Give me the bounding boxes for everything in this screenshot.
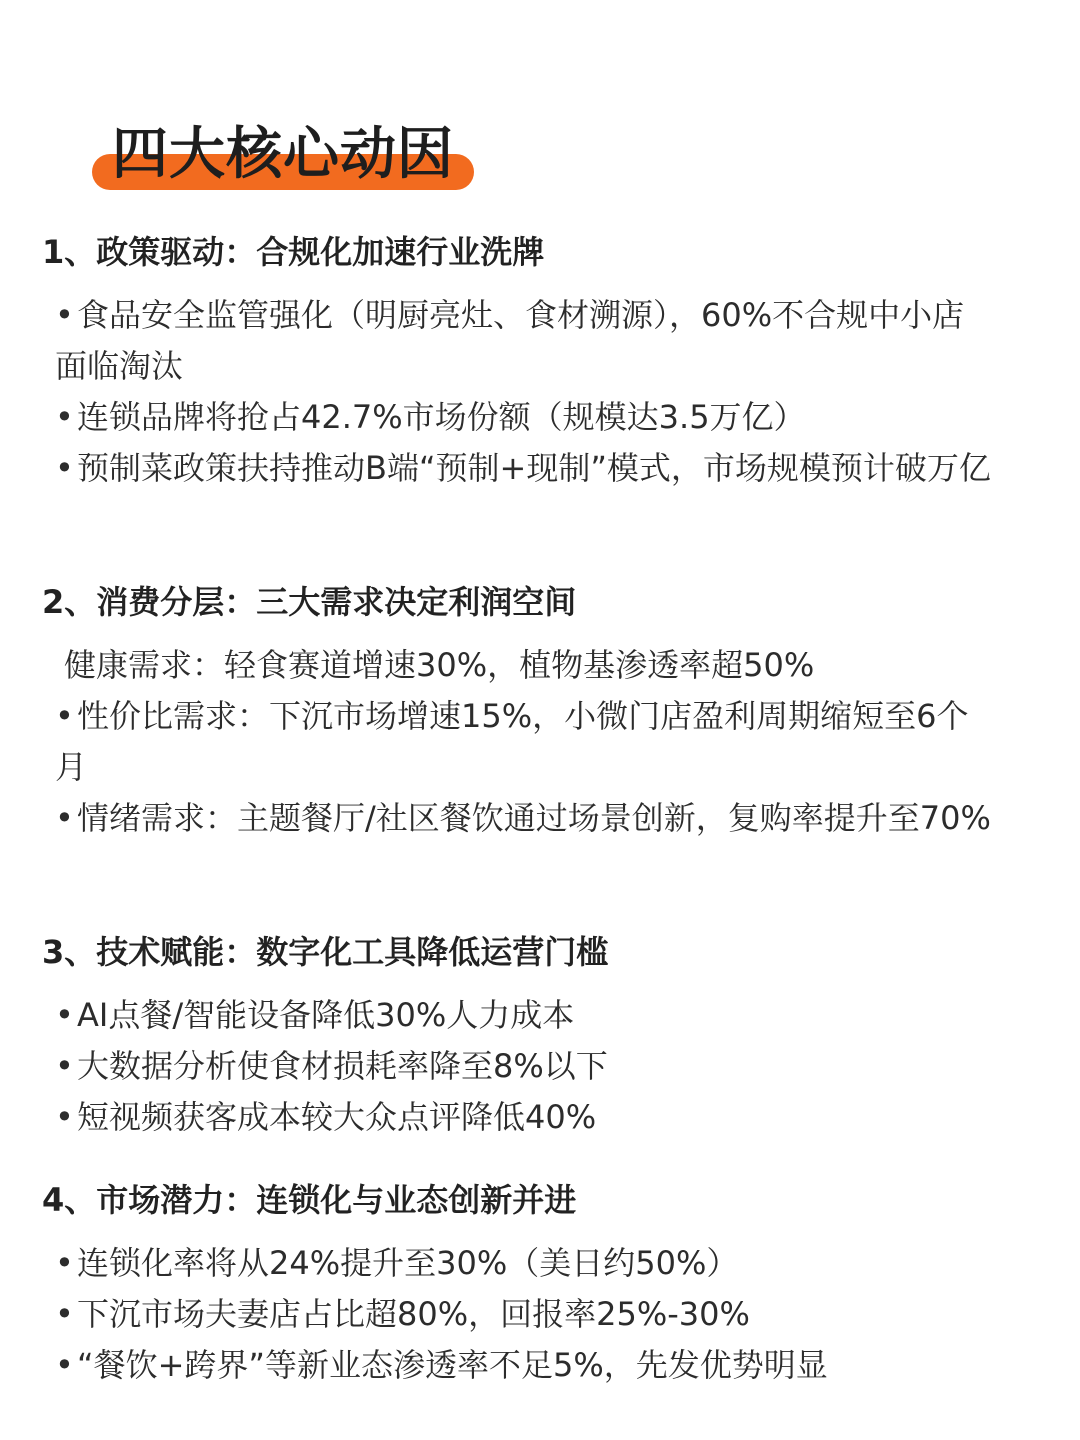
list-item — [42, 640, 1004, 691]
list-item-text: 连锁化率将从24%提升至30%（美日约50%） — [77, 1244, 739, 1282]
list-item-text: 性价比需求：下沉市场增速15%，小微门店盈利周期缩短至6个月 — [55, 697, 969, 786]
list-item — [42, 392, 995, 443]
bullet-icon: • — [55, 1244, 74, 1282]
section-items — [42, 1238, 1032, 1391]
section-consumption — [42, 576, 1032, 844]
section-items — [42, 640, 1032, 844]
list-item-text: 大数据分析使食材损耗率降至8%以下 — [77, 1047, 608, 1085]
list-item — [42, 1092, 995, 1143]
list-item-text: 食品安全监管强化（明厨亮灶、食材溯源），60%不合规中小店面临淘汰 — [55, 296, 965, 385]
list-item-text: 情绪需求：主题餐厅/社区餐饮通过场景创新，复购率提升至70% — [77, 799, 991, 837]
bullet-icon: • — [55, 449, 74, 487]
list-item — [42, 1340, 995, 1391]
section-heading: 4、市场潜力：连锁化与业态创新并进 — [42, 1181, 577, 1219]
list-item — [42, 290, 995, 392]
bullet-icon: • — [55, 1295, 74, 1333]
list-item — [42, 793, 995, 844]
section-technology — [42, 926, 1032, 1143]
page-title: 四大核心动因 — [112, 122, 454, 187]
list-item — [42, 1289, 995, 1340]
list-item — [42, 990, 995, 1041]
bullet-icon: • — [55, 697, 74, 735]
list-item-text: 短视频获客成本较大众点评降低40% — [77, 1098, 597, 1136]
bullet-icon: • — [55, 799, 74, 837]
list-item — [42, 1238, 995, 1289]
list-item-text: 健康需求：轻食赛道增速30%，植物基渗透率超50% — [64, 646, 815, 684]
bullet-icon: • — [55, 1047, 74, 1085]
section-market — [42, 1174, 1032, 1391]
list-item-text: 连锁品牌将抢占42.7%市场份额（规模达3.5万亿） — [77, 398, 806, 436]
section-heading: 2、消费分层：三大需求决定利润空间 — [42, 583, 577, 621]
list-item-text: “餐饮+跨界”等新业态渗透率不足5%，先发优势明显 — [77, 1346, 828, 1384]
bullet-icon: • — [55, 296, 74, 334]
title-block — [92, 118, 474, 192]
list-item-text: 下沉市场夫妻店占比超80%，回报率25%-30% — [77, 1295, 750, 1333]
section-items — [42, 990, 1032, 1143]
list-item-text: 预制菜政策扶持推动B端“预制+现制”模式，市场规模预计破万亿 — [77, 449, 991, 487]
bullet-icon: • — [55, 398, 74, 436]
bullet-icon: • — [55, 1346, 74, 1384]
list-item — [42, 443, 995, 494]
list-item — [42, 1041, 995, 1092]
section-heading: 1、政策驱动：合规化加速行业洗牌 — [42, 233, 545, 271]
section-items — [42, 290, 1032, 494]
list-item — [42, 691, 995, 793]
bullet-icon: • — [55, 1098, 74, 1136]
bullet-icon: • — [55, 996, 74, 1034]
list-item-text: AI点餐/智能设备降低30%人力成本 — [77, 996, 575, 1034]
section-heading: 3、技术赋能：数字化工具降低运营门槛 — [42, 933, 609, 971]
section-policy — [42, 226, 1032, 494]
